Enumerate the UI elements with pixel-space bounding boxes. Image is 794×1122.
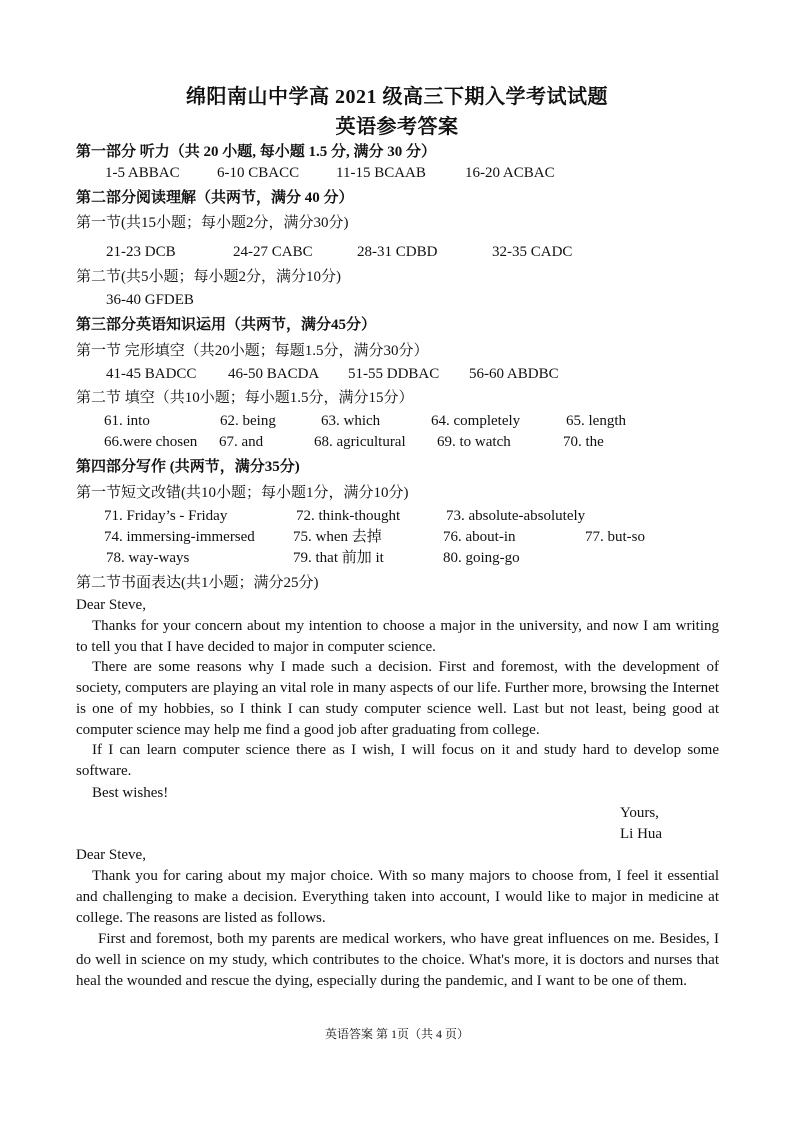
answer-cell: 70. the — [563, 434, 604, 450]
answer-cell: 63. which — [321, 413, 381, 429]
part2-section2-heading: 第二节(共5小题；每小题2分，满分10分) — [76, 269, 341, 285]
answer-cell: 1-5 ABBAC — [105, 165, 180, 181]
letter1-sign-off: Yours, — [620, 805, 659, 821]
answer-cell: 51-55 DDBAC — [348, 366, 440, 382]
answer-cell: 72. think-thought — [296, 508, 401, 524]
answer-cell: 61. into — [104, 413, 150, 429]
part4-heading: 第四部分写作 (共两节，满分35分) — [76, 459, 300, 475]
answer-cell: 21-23 DCB — [106, 244, 176, 260]
answer-cell: 24-27 CABC — [233, 244, 313, 260]
answer-cell: 6-10 CBACC — [217, 165, 300, 181]
answer-cell: 79. that 前加 it — [293, 550, 384, 566]
answer-cell: 78. way-ways — [106, 550, 190, 566]
part4-section2-heading: 第二节书面表达(共1小题；满分25分) — [76, 575, 319, 591]
answer-cell: 73. absolute-absolutely — [446, 508, 586, 524]
letter1-paragraph: If I can learn computer science there as I wish, I will focus on it and study hard to develop some software. — [76, 742, 719, 779]
letter2-paragraph: Thank you for caring about my major choice. With so many majors to choose from, I feel it essential and challenging to make a decision. Everything taken into account, I would like to major in medicine at college. The reasons are listed as follows. — [76, 868, 719, 926]
part3-section2-heading: 第二节 填空（共10小题；每小题1.5分，满分15分） — [76, 390, 414, 406]
letter1-salutation: Dear Steve, — [76, 597, 146, 613]
answer-cell: 62. being — [220, 413, 276, 429]
part2-heading: 第二部分阅读理解（共两节，满分 40 分） — [76, 190, 354, 206]
answer-cell: 66.were chosen — [104, 434, 198, 450]
letter1-signature: Li Hua — [620, 826, 663, 842]
answer-cell: 56-60 ABDBC — [469, 366, 559, 382]
answer-cell: 11-15 BCAAB — [336, 165, 426, 181]
part2-section1-heading: 第一节(共15小题；每小题2分，满分30分) — [76, 215, 349, 231]
part3-heading: 第三部分英语知识运用（共两节，满分45分） — [76, 317, 377, 333]
letter1-paragraph: There are some reasons why I made such a decision. First and foremost, with the development of society, computers are playing an vital role in many aspects of our life. Further more, browsing the Internet is one of my hobbies, so I think I can study computer science well. Last but not least, being good at computer science may help me find a good job after graduating from college. — [76, 659, 720, 738]
answer-cell: 69. to watch — [437, 434, 511, 450]
answer-cell: 46-50 BACDA — [228, 366, 320, 382]
answer-cell: 28-31 CDBD — [357, 244, 438, 260]
part3-section1-heading: 第一节 完形填空（共20小题；每题1.5分，满分30分） — [76, 343, 429, 359]
answer-cell: 16-20 ACBAC — [465, 165, 555, 181]
page-subtitle: 英语参考答案 — [335, 116, 459, 138]
part1-heading: 第一部分 听力（共 20 小题, 每小题 1.5 分, 满分 30 分） — [76, 144, 437, 160]
page-title: 绵阳南山中学高 2021 级高三下期入学考试试题 — [186, 86, 608, 108]
answer-cell: 71. Friday’s - Friday — [104, 508, 228, 524]
letter2-salutation: Dear Steve, — [76, 847, 146, 863]
answer-cell: 68. agricultural — [314, 434, 406, 450]
answer-cell: 74. immersing-immersed — [104, 529, 255, 545]
answer-cell: 41-45 BADCC — [106, 366, 197, 382]
answer-cell: 80. going-go — [443, 550, 520, 566]
answer-cell: 65. length — [566, 413, 626, 429]
letter1-paragraph: Thanks for your concern about my intention to choose a major in the university, and now I am writing to tell you that I have decided to major in computer science. — [76, 618, 719, 655]
letter2-paragraph: First and foremost, both my parents are medical workers, who have great influences on me. Besides, I do well in science on my study, which contributes to the choice. What's more, it is doctors and nurses that heal the wounded and rescue the dying, especially during the pandemic, and I want to be one of them. — [76, 931, 719, 989]
letter1-closing: Best wishes! — [92, 785, 169, 801]
answer-cell: 75. when 去掉 — [293, 529, 382, 545]
answer-cell: 67. and — [219, 434, 264, 450]
answer-cell: 36-40 GFDEB — [106, 292, 194, 308]
part4-section1-heading: 第一节短文改错(共10小题；每小题1分，满分10分) — [76, 485, 409, 501]
answer-cell: 76. about-in — [443, 529, 516, 545]
page-footer: 英语答案 第 1页（共 4 页） — [324, 1027, 469, 1041]
answer-cell: 77. but-so — [585, 529, 645, 545]
answer-cell: 64. completely — [431, 413, 521, 429]
answer-cell: 32-35 CADC — [492, 244, 573, 260]
